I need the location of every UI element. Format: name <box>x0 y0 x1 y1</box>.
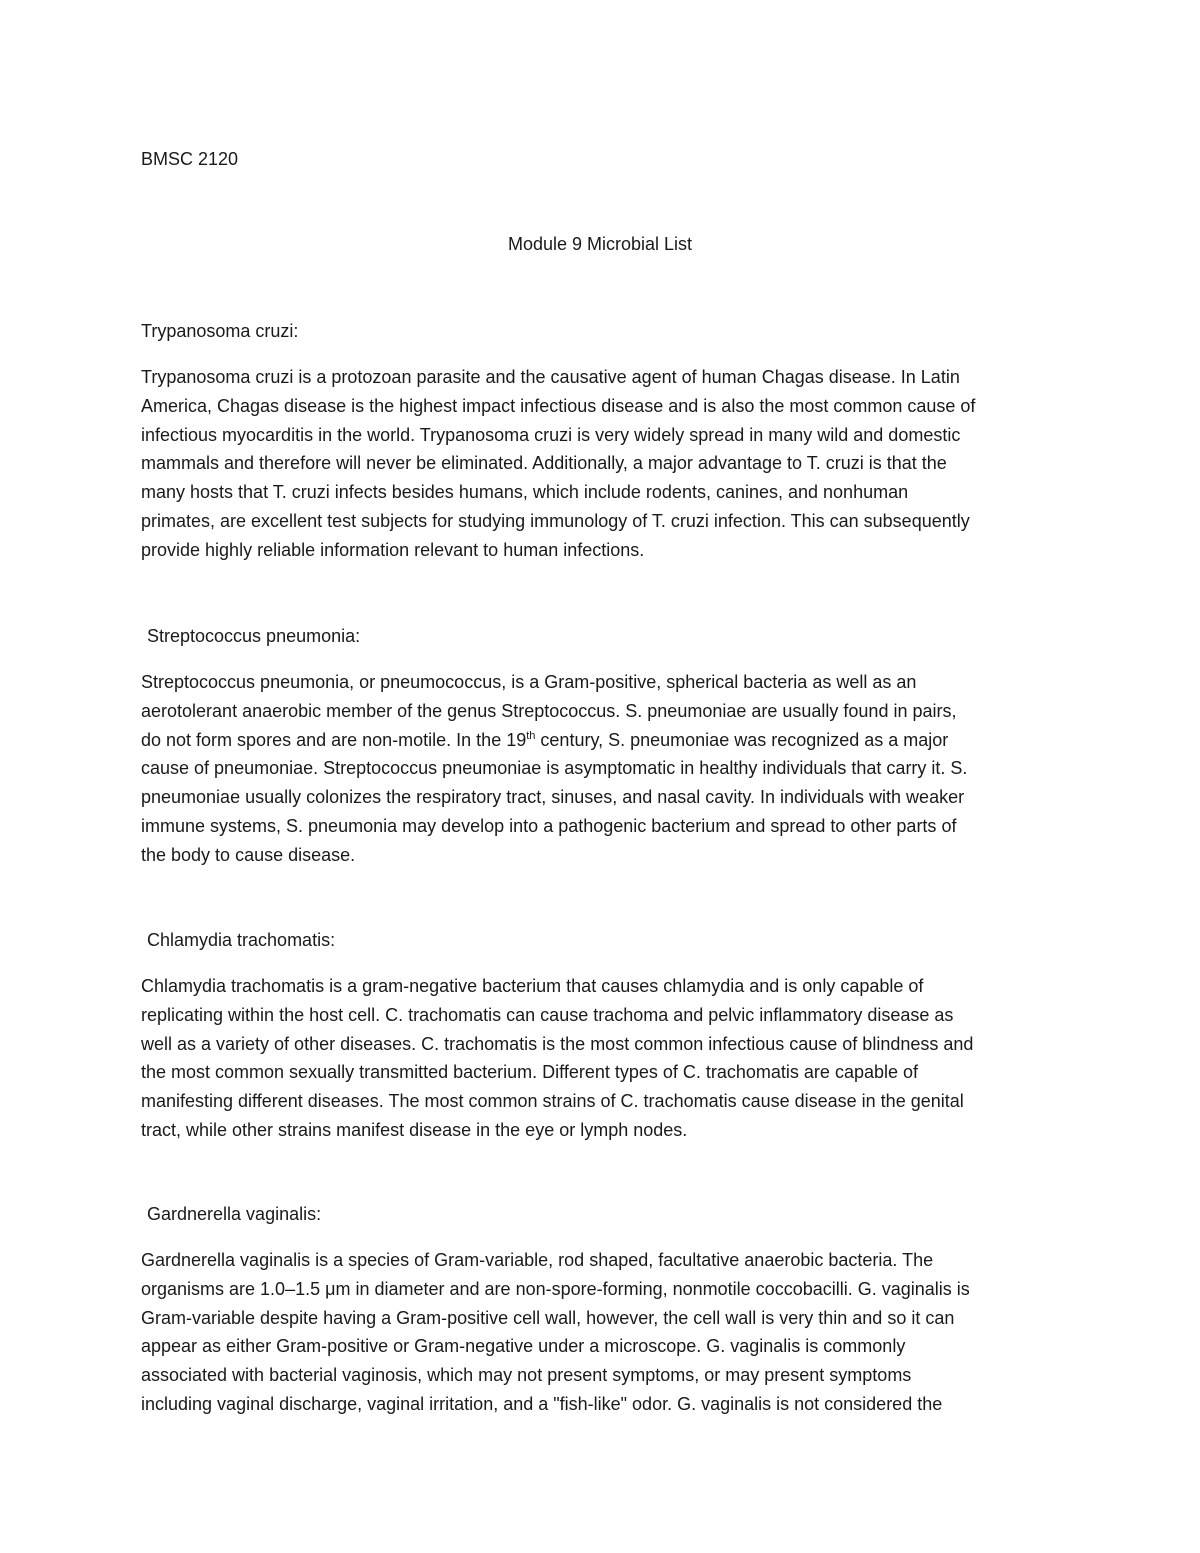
course-code: BMSC 2120 <box>141 149 239 169</box>
section-heading: Chlamydia trachomatis: <box>147 930 336 950</box>
document-title: Module 9 Microbial List <box>507 234 693 254</box>
section-trypanosoma-cruzi <box>141 318 1061 565</box>
section-gardnerella-vaginalis <box>141 1201 1061 1419</box>
superscript-ordinal: th <box>526 729 536 742</box>
section-heading: Streptococcus pneumonia: <box>147 626 361 646</box>
section-heading: Gardnerella vaginalis: <box>147 1204 322 1224</box>
section-heading: Trypanosoma cruzi: <box>141 321 299 341</box>
body-text-part: Streptococcus pneumonia, or pneumococcus, is a Gram-positive, spherical bacteria as well as an aerotolerant anaerobic member of the genus Streptococcus. S. pneumoniae are usually found in pairs, do not form spores and are non-motile. In the 19 <box>141 672 957 750</box>
section-body: Trypanosoma cruzi is a protozoan parasite and the causative agent of human Chagas disease. In Latin America, Chagas disease is the highest impact infectious disease and is also the most common cause of infectious myocarditis in the world. Trypanosoma cruzi is very widely spread in many wild and domestic mammals and therefore will never be eliminated. Additionally, a major advantage to T. cruzi is that the many hosts that T. cruzi infects besides humans, which include rodents, canines, and nonhuman primates, are excellent test subjects for studying immunology of T. cruzi infection. This can subsequently provide highly reliable information relevant to human infections. <box>141 367 976 560</box>
body-text-part: century, S. pneumoniae was recognized as a major cause of pneumoniae. Streptococcus pneumoniae is asymptomatic in healthy individuals that carry it. S. pneumoniae usually colonizes the respiratory tract, sinuses, and nasal cavity. In individuals with weaker immune systems, S. pneumonia may develop into a pathogenic bacterium and spread to other parts of the body to cause disease. <box>141 729 968 865</box>
section-body: Chlamydia trachomatis is a gram-negative bacterium that causes chlamydia and is only capable of replicating within the host cell. C. trachomatis can cause trachoma and pelvic inflammatory disease as well as a variety of other diseases. C. trachomatis is the most common infectious cause of blindness and the most common sexually transmitted bacterium. Different types of C. trachomatis are capable of manifesting different diseases. The most common strains of C. trachomatis cause disease in the genital tract, while other strains manifest disease in the eye or lymph nodes. <box>141 976 974 1140</box>
section-body <box>141 668 1061 870</box>
section-streptococcus-pneumonia <box>141 623 1061 870</box>
section-chlamydia-trachomatis <box>141 927 1061 1145</box>
section-body: Gardnerella vaginalis is a species of Gram-variable, rod shaped, facultative anaerobic bacteria. The organisms are 1.0–1.5 μm in diameter and are non-spore-forming, nonmotile coccobacilli. G. vaginalis is Gram-variable despite having a Gram-positive cell wall, however, the cell wall is very thin and so it can appear as either Gram-positive or Gram-negative under a microscope. G. vaginalis is commonly associated with bacterial vaginosis, which may not present symptoms, or may present symptoms including vaginal discharge, vaginal irritation, and a "fish-like" odor. G. vaginalis is not considered the <box>141 1250 970 1414</box>
